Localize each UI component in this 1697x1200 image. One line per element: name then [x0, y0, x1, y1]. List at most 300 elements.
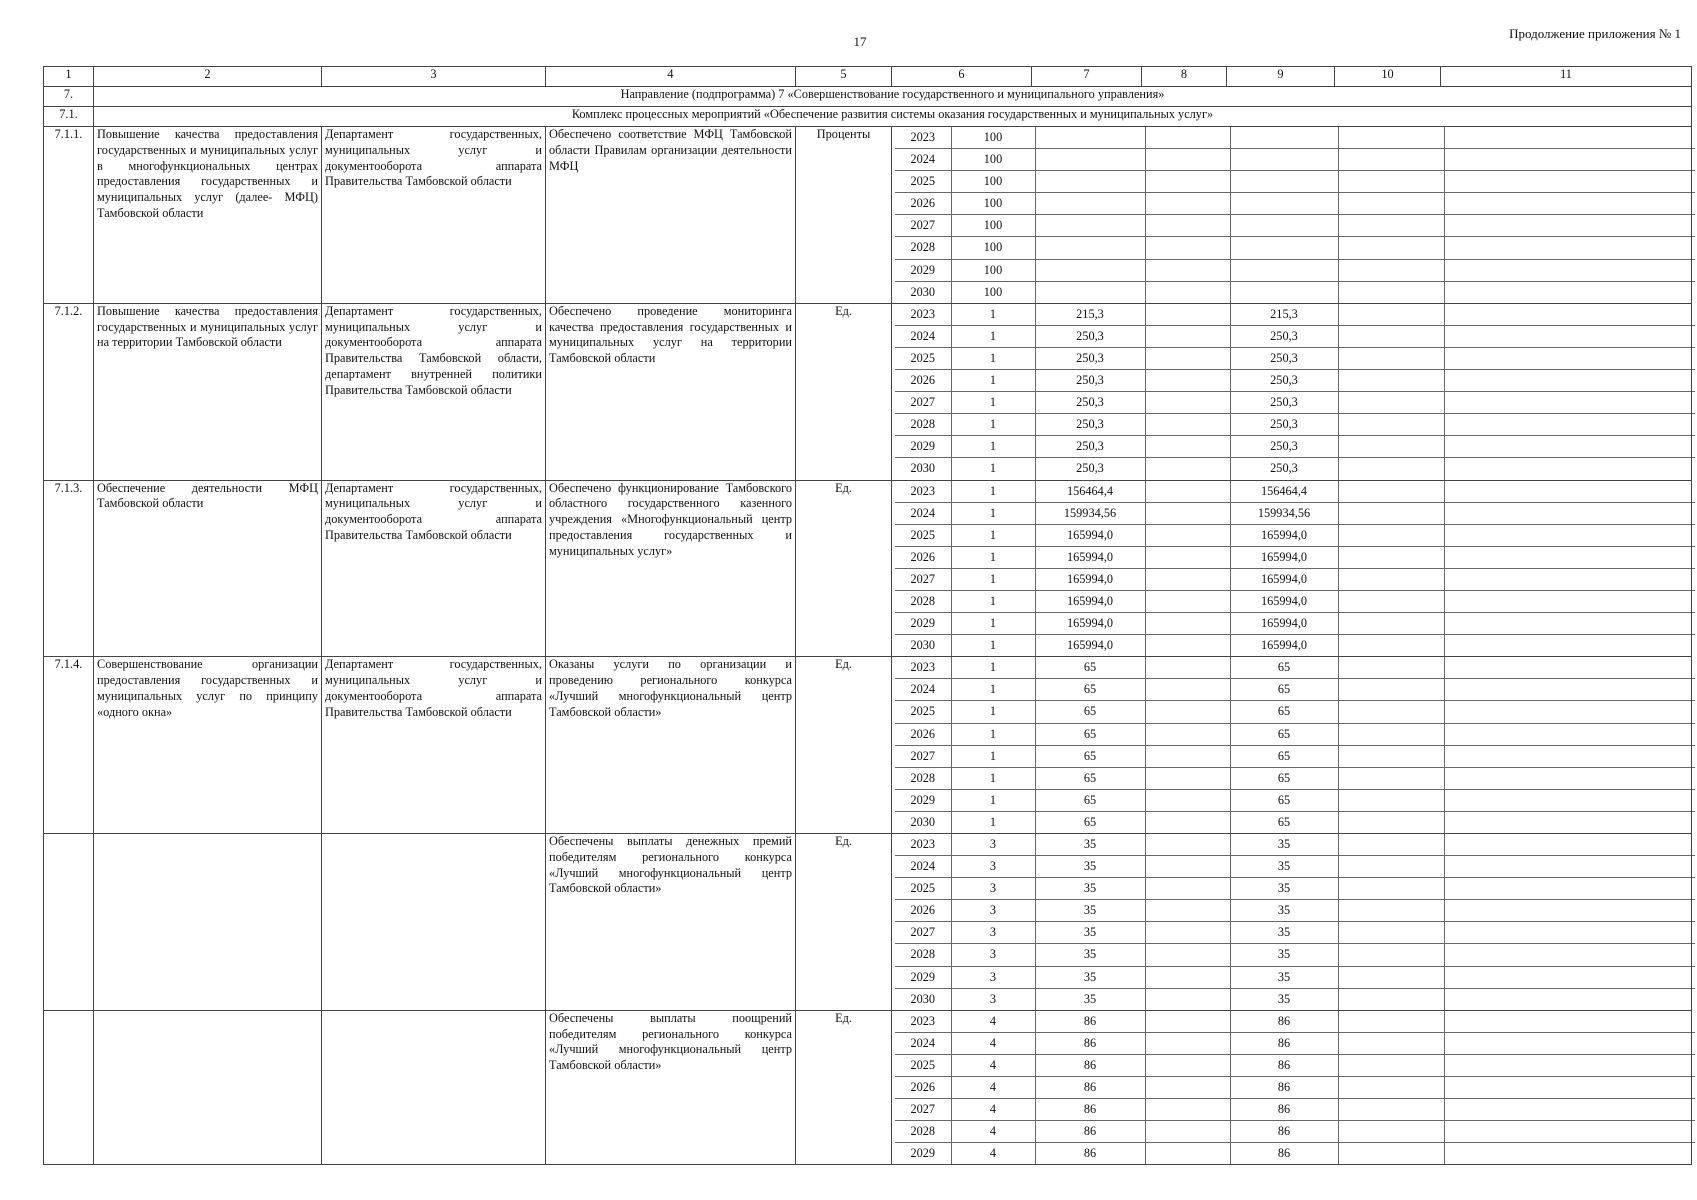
measure-number: 7.1.4. — [44, 657, 94, 834]
empty-cell — [1338, 325, 1444, 347]
year-cell: 2029 — [895, 966, 951, 988]
year-cell: 2023 — [895, 834, 951, 856]
regional-funding-cell: 65 — [1230, 767, 1338, 789]
year-cell: 2023 — [895, 127, 951, 149]
regional-funding-cell — [1230, 237, 1338, 259]
measure-executor — [322, 1010, 546, 1165]
regional-funding-cell: 65 — [1230, 811, 1338, 833]
indicator-value-cell: 1 — [951, 524, 1035, 546]
measure-values — [892, 657, 1692, 834]
empty-cell — [1145, 237, 1230, 259]
column-number: 8 — [1142, 67, 1227, 87]
regional-funding-cell: 165994,0 — [1230, 635, 1338, 657]
indicator-value-cell: 3 — [951, 900, 1035, 922]
total-funding-cell: 86 — [1035, 1077, 1145, 1099]
indicator-value-cell: 1 — [951, 590, 1035, 612]
regional-funding-cell — [1230, 149, 1338, 171]
year-cell: 2029 — [895, 259, 951, 281]
total-funding-cell: 165994,0 — [1035, 546, 1145, 568]
empty-cell — [1145, 1077, 1230, 1099]
year-cell: 2029 — [895, 613, 951, 635]
year-row — [895, 635, 1695, 657]
empty-cell — [1338, 878, 1444, 900]
indicator-value-cell: 1 — [951, 370, 1035, 392]
year-cell: 2025 — [895, 524, 951, 546]
measure-unit: Ед. — [796, 1010, 892, 1165]
empty-cell — [1338, 834, 1444, 856]
year-row — [895, 745, 1695, 767]
year-row — [895, 502, 1695, 524]
year-cell: 2024 — [895, 325, 951, 347]
empty-cell — [1444, 966, 1695, 988]
year-row — [895, 237, 1695, 259]
indicator-value-cell: 1 — [951, 392, 1035, 414]
year-row — [895, 392, 1695, 414]
empty-cell — [1338, 215, 1444, 237]
column-number: 7 — [1032, 67, 1142, 87]
empty-cell — [1338, 304, 1444, 326]
empty-cell — [1145, 1099, 1230, 1121]
empty-cell — [1145, 767, 1230, 789]
empty-cell — [1444, 127, 1695, 149]
regional-funding-cell: 35 — [1230, 944, 1338, 966]
year-cell: 2027 — [895, 922, 951, 944]
indicator-value-cell: 3 — [951, 856, 1035, 878]
empty-cell — [1338, 745, 1444, 767]
measure-row — [44, 303, 1692, 480]
measure-unit: Ед. — [796, 657, 892, 834]
measure-name: Совершенствование организации предоставления государственных и муниципальных услуг по принципу «одного окна» — [94, 657, 322, 834]
empty-cell — [1444, 701, 1695, 723]
year-values-table — [895, 834, 1695, 1010]
indicator-value-cell: 1 — [951, 767, 1035, 789]
year-row — [895, 568, 1695, 590]
measure-row — [44, 127, 1692, 304]
regional-funding-cell: 86 — [1230, 1077, 1338, 1099]
empty-cell — [1444, 436, 1695, 458]
year-row — [895, 546, 1695, 568]
total-funding-cell: 86 — [1035, 1032, 1145, 1054]
regional-funding-cell: 165994,0 — [1230, 546, 1338, 568]
total-funding-cell: 250,3 — [1035, 436, 1145, 458]
empty-cell — [1338, 811, 1444, 833]
empty-cell — [1338, 1077, 1444, 1099]
year-values-table — [895, 304, 1695, 480]
indicator-value-cell: 1 — [951, 568, 1035, 590]
indicator-value-cell: 1 — [951, 347, 1035, 369]
measure-name: Обеспечение деятельности МФЦ Тамбовской области — [94, 480, 322, 657]
total-funding-cell: 35 — [1035, 856, 1145, 878]
year-cell: 2023 — [895, 304, 951, 326]
indicator-value-cell: 1 — [951, 635, 1035, 657]
year-row — [895, 988, 1695, 1010]
indicator-value-cell: 100 — [951, 281, 1035, 303]
empty-cell — [1444, 1077, 1695, 1099]
measure-values — [892, 127, 1692, 304]
empty-cell — [1444, 944, 1695, 966]
total-funding-cell: 165994,0 — [1035, 635, 1145, 657]
year-cell: 2030 — [910, 814, 936, 829]
regional-funding-cell: 35 — [1230, 900, 1338, 922]
empty-cell — [1444, 1032, 1695, 1054]
regional-funding-cell: 250,3 — [1230, 347, 1338, 369]
total-funding-cell: 86 — [1035, 1099, 1145, 1121]
year-cell: 2028 — [895, 1121, 951, 1143]
empty-cell — [1145, 988, 1230, 1010]
indicator-value-cell: 1 — [951, 436, 1035, 458]
empty-cell — [1444, 922, 1695, 944]
year-row — [895, 436, 1695, 458]
empty-cell — [1338, 1099, 1444, 1121]
empty-cell — [1444, 304, 1695, 326]
regional-funding-cell: 215,3 — [1230, 304, 1338, 326]
year-row — [895, 723, 1695, 745]
indicator-value-cell: 3 — [951, 944, 1035, 966]
page-number: 17 — [853, 34, 867, 49]
empty-cell — [1338, 944, 1444, 966]
empty-cell — [1444, 481, 1695, 503]
year-cell: 2028 — [895, 237, 951, 259]
column-number: 3 — [322, 67, 546, 87]
measure-name: Повышение качества предоставления государственных и муниципальных услуг на территории Тамбовской области — [94, 303, 322, 480]
year-cell: 2025 — [895, 171, 951, 193]
appendix-note: Продолжение приложения № 1 — [1509, 26, 1681, 41]
regional-funding-cell: 86 — [1230, 1099, 1338, 1121]
measure-unit: Ед. — [796, 834, 892, 1011]
measure-executor: Департамент государственных, муниципальных услуг и документооборота аппарата Правительства Тамбовской области — [322, 480, 546, 657]
empty-cell — [1145, 458, 1230, 480]
indicator-value-cell: 1 — [951, 325, 1035, 347]
regional-funding-cell: 35 — [1230, 966, 1338, 988]
empty-cell — [1145, 171, 1230, 193]
indicator-value-cell: 4 — [951, 1054, 1035, 1076]
indicator-value-cell: 100 — [951, 149, 1035, 171]
empty-cell — [1145, 370, 1230, 392]
empty-cell — [1444, 237, 1695, 259]
column-number: 9 — [1227, 67, 1335, 87]
empty-cell — [1145, 1143, 1230, 1165]
measure-number — [44, 834, 94, 1011]
empty-cell — [1338, 193, 1444, 215]
empty-cell — [1444, 811, 1695, 833]
year-row — [895, 304, 1695, 326]
year-cell: 2025 — [895, 878, 951, 900]
indicator-value-cell: 1 — [951, 304, 1035, 326]
regional-funding-cell — [1230, 127, 1338, 149]
year-row — [895, 767, 1695, 789]
empty-cell — [1338, 613, 1444, 635]
measure-number — [44, 1010, 94, 1165]
year-cell: 2027 — [895, 215, 951, 237]
indicator-value-cell: 1 — [951, 701, 1035, 723]
regional-funding-cell — [1230, 281, 1338, 303]
regional-funding-cell: 86 — [1230, 1054, 1338, 1076]
empty-cell — [1338, 856, 1444, 878]
year-cell: 2024 — [895, 502, 951, 524]
empty-cell — [1338, 502, 1444, 524]
empty-cell — [1145, 878, 1230, 900]
total-funding-cell: 35 — [1035, 922, 1145, 944]
empty-cell — [1145, 1011, 1230, 1033]
regional-funding-cell — [1230, 193, 1338, 215]
empty-cell — [1145, 215, 1230, 237]
indicator-value-cell: 4 — [951, 1077, 1035, 1099]
year-cell: 2028 — [895, 414, 951, 436]
measure-executor: Департамент государственных, муниципальных услуг и документооборота аппарата Правительства Тамбовской области — [322, 127, 546, 304]
total-funding-cell: 250,3 — [1035, 392, 1145, 414]
empty-cell — [1145, 922, 1230, 944]
empty-cell — [1338, 590, 1444, 612]
year-row — [895, 524, 1695, 546]
empty-cell — [1444, 789, 1695, 811]
total-funding-cell: 35 — [1035, 878, 1145, 900]
empty-cell — [1338, 635, 1444, 657]
empty-cell — [1145, 481, 1230, 503]
empty-cell — [1338, 127, 1444, 149]
indicator-value-cell: 1 — [951, 613, 1035, 635]
year-row — [895, 679, 1695, 701]
year-row — [895, 856, 1695, 878]
year-row — [895, 789, 1695, 811]
regional-funding-cell: 250,3 — [1230, 392, 1338, 414]
total-funding-cell — [1035, 281, 1145, 303]
total-funding-cell: 215,3 — [1035, 304, 1145, 326]
regional-funding-cell: 35 — [1230, 988, 1338, 1010]
empty-cell — [1145, 546, 1230, 568]
complex-title: Комплекс процессных мероприятий «Обеспечение развития системы оказания государственных и муниципальных услуг» — [94, 107, 1692, 127]
total-funding-cell: 165994,0 — [1035, 613, 1145, 635]
empty-cell — [1338, 657, 1444, 679]
year-cell: 2024 — [895, 1032, 951, 1054]
total-funding-cell: 250,3 — [1035, 347, 1145, 369]
year-cell: 2027 — [895, 745, 951, 767]
measure-name — [94, 834, 322, 1011]
year-row — [895, 127, 1695, 149]
empty-cell — [1145, 281, 1230, 303]
year-cell: 2024 — [895, 149, 951, 171]
total-funding-cell: 35 — [1035, 900, 1145, 922]
empty-cell — [1444, 1011, 1695, 1033]
empty-cell — [1338, 1032, 1444, 1054]
indicator-value-cell: 3 — [951, 878, 1035, 900]
total-funding-cell: 250,3 — [1035, 414, 1145, 436]
measure-result: Обеспечено проведение мониторинга качества предоставления государственных и муниципальных услуг на территории Тамбовской области — [546, 303, 796, 480]
empty-cell — [1145, 789, 1230, 811]
empty-cell — [1338, 370, 1444, 392]
year-values-table — [895, 481, 1695, 657]
column-number: 11 — [1441, 67, 1692, 87]
year-row — [895, 149, 1695, 171]
year-cell: 2027 — [895, 392, 951, 414]
year-row — [895, 811, 1695, 833]
measure-executor: Департамент государственных, муниципальных услуг и документооборота аппарата Правительства Тамбовской области, департамент внутренней политики Правительства Тамбовской области — [322, 303, 546, 480]
regional-funding-cell: 35 — [1230, 878, 1338, 900]
measure-unit: Ед. — [796, 303, 892, 480]
empty-cell — [1338, 524, 1444, 546]
regional-funding-cell: 35 — [1230, 856, 1338, 878]
measure-row — [44, 1010, 1692, 1165]
year-cell: 2025 — [895, 1054, 951, 1076]
empty-cell — [1444, 502, 1695, 524]
empty-cell — [1145, 944, 1230, 966]
empty-cell — [1145, 590, 1230, 612]
regional-funding-cell: 165994,0 — [1230, 590, 1338, 612]
regional-funding-cell: 65 — [1230, 701, 1338, 723]
empty-cell — [1338, 679, 1444, 701]
year-cell: 2028 — [895, 944, 951, 966]
column-number: 5 — [796, 67, 892, 87]
year-row — [895, 1032, 1695, 1054]
regional-funding-cell: 35 — [1230, 834, 1338, 856]
measure-result: Обеспечено соответствие МФЦ Тамбовской области Правилам организации деятельности МФЦ — [546, 127, 796, 304]
empty-cell — [1338, 171, 1444, 193]
year-cell: 2025 — [895, 347, 951, 369]
measure-values — [892, 1010, 1692, 1165]
year-row — [895, 281, 1695, 303]
total-funding-cell: 35 — [1035, 988, 1145, 1010]
regional-funding-cell: 65 — [1230, 789, 1338, 811]
year-values-table — [895, 657, 1695, 833]
indicator-value-cell: 1 — [951, 546, 1035, 568]
empty-cell — [1145, 347, 1230, 369]
total-funding-cell — [1035, 259, 1145, 281]
year-row — [895, 1121, 1695, 1143]
year-cell: 2023 — [895, 481, 951, 503]
year-row — [895, 1099, 1695, 1121]
year-row — [895, 1143, 1695, 1165]
empty-cell — [1444, 171, 1695, 193]
column-number: 2 — [94, 67, 322, 87]
regional-funding-cell: 250,3 — [1230, 436, 1338, 458]
measure-executor — [322, 834, 546, 1011]
empty-cell — [1338, 922, 1444, 944]
year-values-table — [895, 127, 1695, 303]
empty-cell — [1145, 127, 1230, 149]
year-cell: 2030 — [910, 991, 936, 1006]
empty-cell — [1338, 546, 1444, 568]
measure-values — [892, 834, 1692, 1011]
empty-cell — [1338, 966, 1444, 988]
empty-cell — [1444, 856, 1695, 878]
regional-funding-cell: 65 — [1230, 723, 1338, 745]
empty-cell — [1444, 767, 1695, 789]
measure-unit: Проценты — [796, 127, 892, 304]
total-funding-cell: 86 — [1035, 1143, 1145, 1165]
total-funding-cell: 86 — [1035, 1054, 1145, 1076]
total-funding-cell: 165994,0 — [1035, 524, 1145, 546]
measure-executor: Департамент государственных, муниципальных услуг и документооборота аппарата Правительства Тамбовской области — [322, 657, 546, 834]
indicator-value-cell: 1 — [951, 502, 1035, 524]
empty-cell — [1444, 1054, 1695, 1076]
year-row — [895, 414, 1695, 436]
empty-cell — [1444, 325, 1695, 347]
regional-funding-cell: 65 — [1230, 657, 1338, 679]
indicator-value-cell: 4 — [951, 1143, 1035, 1165]
total-funding-cell: 65 — [1035, 767, 1145, 789]
indicator-value-cell: 100 — [951, 127, 1035, 149]
empty-cell — [1444, 723, 1695, 745]
empty-cell — [1145, 414, 1230, 436]
year-cell: 2025 — [895, 701, 951, 723]
empty-cell — [1444, 834, 1695, 856]
total-funding-cell: 65 — [1035, 789, 1145, 811]
empty-cell — [1145, 325, 1230, 347]
regional-funding-cell: 86 — [1230, 1121, 1338, 1143]
table-body — [44, 67, 1692, 1165]
year-cell: 2030 — [910, 461, 936, 476]
indicator-value-cell: 100 — [951, 171, 1035, 193]
complex-number: 7.1. — [44, 107, 94, 127]
regional-funding-cell: 156464,4 — [1230, 481, 1338, 503]
regional-funding-cell: 86 — [1230, 1011, 1338, 1033]
total-funding-cell — [1035, 237, 1145, 259]
empty-cell — [1444, 568, 1695, 590]
year-row — [895, 259, 1695, 281]
year-cell: 2026 — [895, 193, 951, 215]
indicator-value-cell: 1 — [951, 789, 1035, 811]
empty-cell — [1444, 281, 1695, 303]
measure-values — [892, 480, 1692, 657]
empty-cell — [1145, 149, 1230, 171]
empty-cell — [1338, 458, 1444, 480]
indicator-value-cell: 3 — [951, 988, 1035, 1010]
empty-cell — [1444, 988, 1695, 1010]
year-cell: 2026 — [895, 900, 951, 922]
year-row — [895, 1054, 1695, 1076]
year-cell: 2028 — [895, 590, 951, 612]
empty-cell — [1338, 1121, 1444, 1143]
empty-cell — [1338, 414, 1444, 436]
empty-cell — [1444, 193, 1695, 215]
total-funding-cell — [1035, 171, 1145, 193]
empty-cell — [1444, 590, 1695, 612]
empty-cell — [1145, 259, 1230, 281]
regional-funding-cell: 250,3 — [1230, 414, 1338, 436]
empty-cell — [1444, 524, 1695, 546]
regional-funding-cell: 165994,0 — [1230, 613, 1338, 635]
empty-cell — [1145, 613, 1230, 635]
regional-funding-cell: 159934,56 — [1230, 502, 1338, 524]
empty-cell — [1338, 568, 1444, 590]
empty-cell — [1444, 613, 1695, 635]
year-cell: 2023 — [895, 657, 951, 679]
indicator-value-cell: 100 — [951, 237, 1035, 259]
empty-cell — [1444, 149, 1695, 171]
indicator-value-cell: 1 — [951, 679, 1035, 701]
measure-number: 7.1.2. — [44, 303, 94, 480]
empty-cell — [1338, 149, 1444, 171]
year-cell: 2024 — [895, 856, 951, 878]
indicator-value-cell: 4 — [951, 1099, 1035, 1121]
year-cell: 2024 — [895, 679, 951, 701]
empty-cell — [1338, 900, 1444, 922]
year-row — [895, 1011, 1695, 1033]
empty-cell — [1145, 856, 1230, 878]
year-row — [895, 834, 1695, 856]
year-row — [895, 325, 1695, 347]
column-number: 10 — [1335, 67, 1441, 87]
empty-cell — [1338, 1143, 1444, 1165]
empty-cell — [1444, 1143, 1695, 1165]
total-funding-cell — [1035, 127, 1145, 149]
year-cell: 2028 — [895, 767, 951, 789]
column-number: 4 — [546, 67, 796, 87]
empty-cell — [1444, 679, 1695, 701]
empty-cell — [1444, 900, 1695, 922]
regional-funding-cell — [1230, 171, 1338, 193]
empty-cell — [1444, 458, 1695, 480]
year-cell: 2023 — [895, 1011, 951, 1033]
